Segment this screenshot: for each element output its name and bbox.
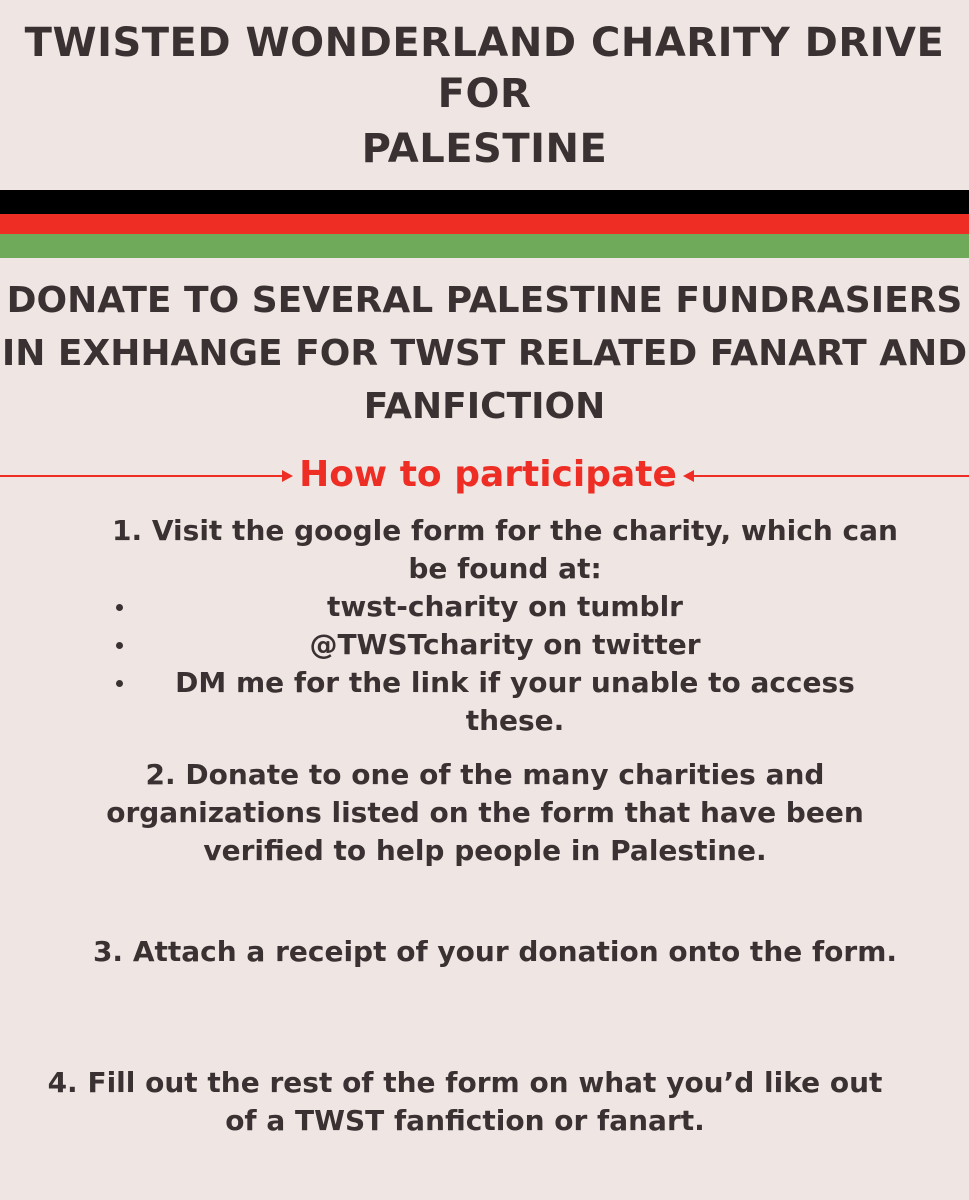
how-to-participate-heading: How to participate	[299, 454, 677, 495]
how-to-participate-row	[0, 450, 969, 500]
list-item	[100, 626, 910, 664]
step-3-text: 3. Attach a receipt of your donation onto the form.	[92, 935, 898, 968]
bullet-icon	[116, 604, 123, 611]
flag-stripe-black	[0, 190, 969, 214]
bullet-icon	[116, 642, 123, 649]
flag-stripe-green	[0, 234, 969, 258]
bullet-text-dm: DM me for the link if your unable to access these.	[175, 666, 855, 737]
list-item	[100, 664, 910, 740]
list-item	[100, 588, 910, 626]
title-line-1: TWISTED WONDERLAND CHARITY DRIVE	[24, 20, 945, 66]
bullet-text-tumblr: twst-charity on tumblr	[326, 590, 683, 623]
flag-stripe-red	[0, 214, 969, 234]
step-1-text: 1. Visit the google form for the charity, which can be found at:	[112, 514, 898, 585]
step-2-text: 2. Donate to one of the many charities and organizations listed on the form that have been verified to help people in Palestine.	[106, 758, 864, 867]
title-line-2: FOR	[437, 71, 532, 117]
title-line-3: PALESTINE	[361, 126, 608, 172]
form-location-list	[100, 588, 910, 740]
arrow-right-icon	[282, 470, 293, 482]
right-arrow-line	[692, 475, 969, 477]
bullet-icon	[116, 680, 123, 687]
subheading: DONATE TO SEVERAL PALESTINE FUNDRASIERS IN EXHHANGE FOR TWST RELATED FANART AND FANFICTION	[1, 280, 968, 427]
left-arrow-line	[0, 475, 286, 477]
bullet-text-twitter: @TWSTcharity on twitter	[309, 628, 701, 661]
step-4-text: 4. Fill out the rest of the form on what you’d like out of a TWST fanfiction or fanart.	[47, 1066, 883, 1137]
